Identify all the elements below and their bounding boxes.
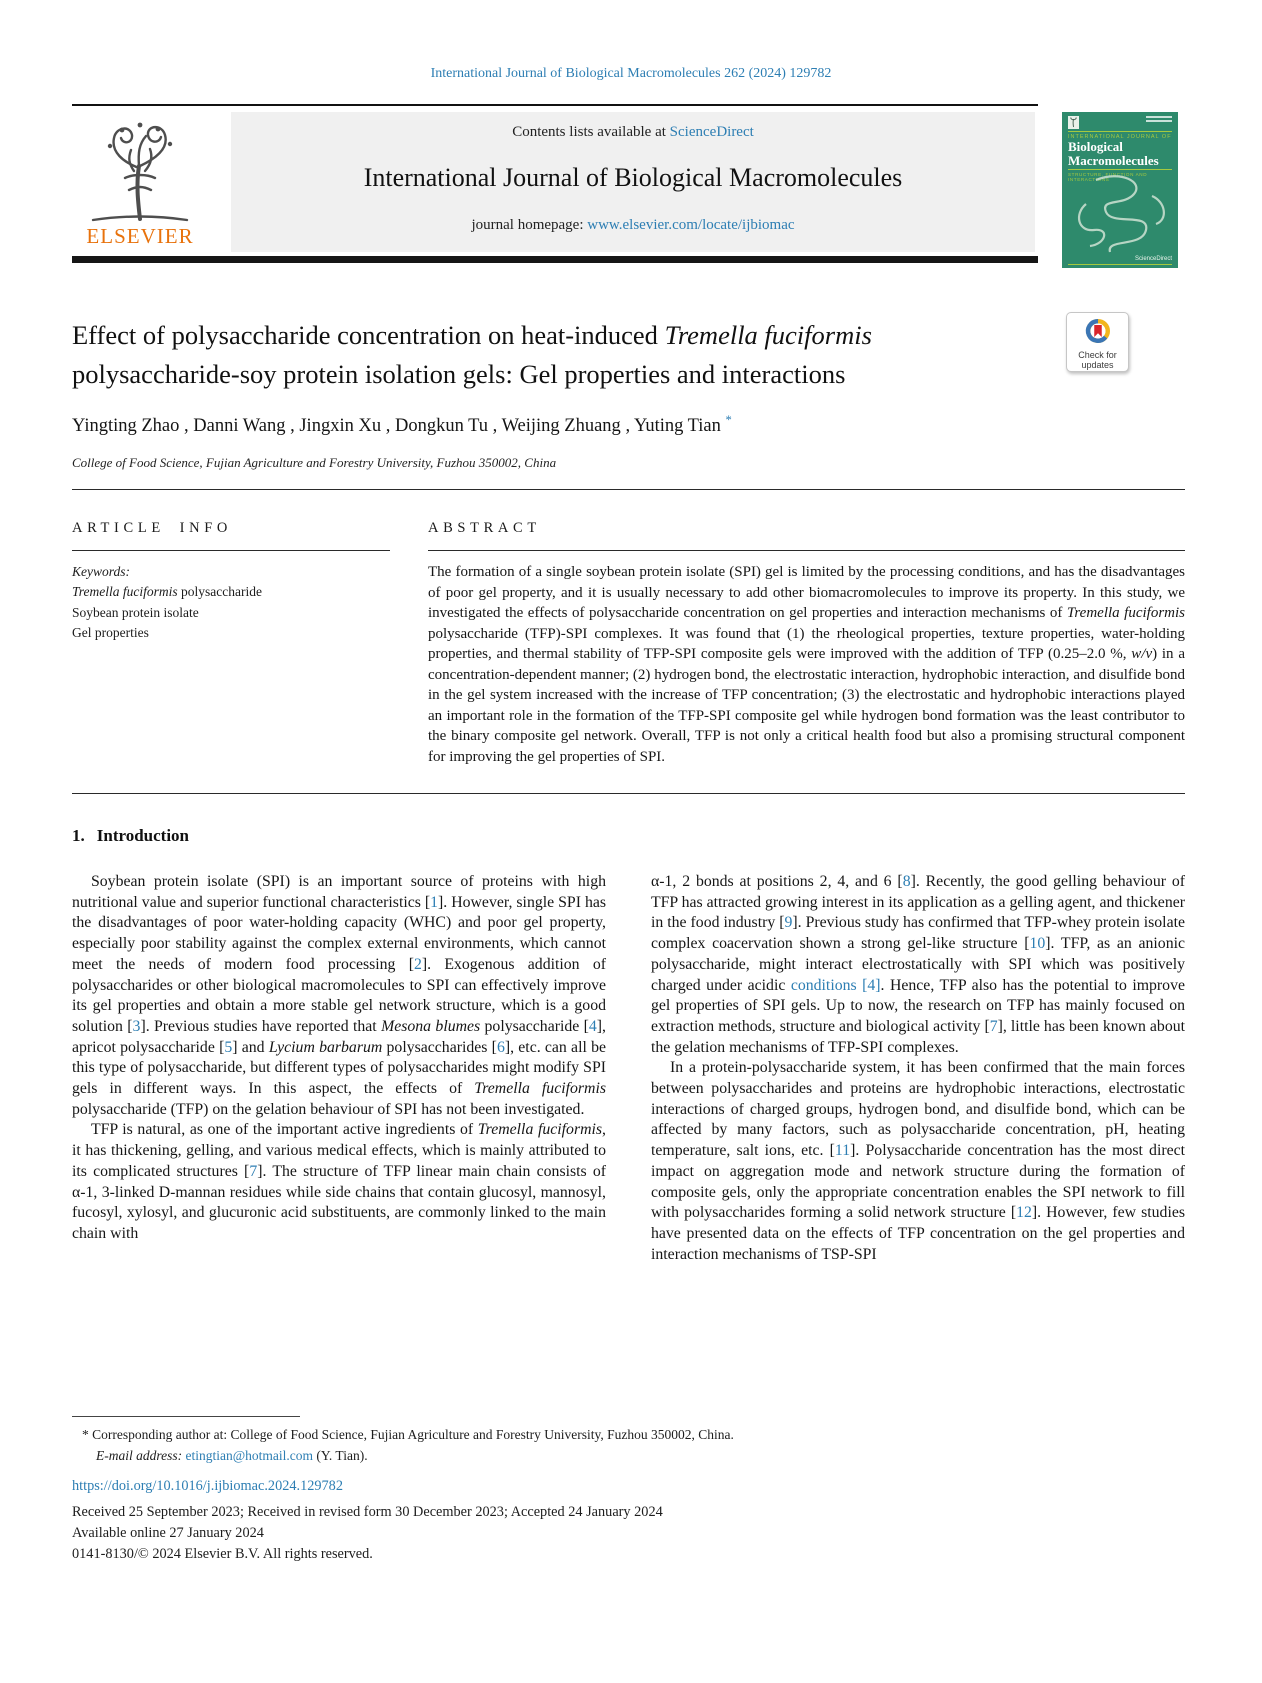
text-segment: Tremella fuciformis xyxy=(474,1080,606,1098)
paragraph xyxy=(72,1120,606,1244)
text-segment: Yuting Tian xyxy=(634,416,721,437)
author-list xyxy=(72,413,1072,437)
text-segment: Tremella fuciformis xyxy=(664,320,872,350)
inline-link[interactable]: 2 xyxy=(413,955,422,973)
text-segment: ] and xyxy=(232,1038,269,1056)
inline-link[interactable]: 11 xyxy=(834,1142,851,1160)
masthead-divider-bar xyxy=(72,256,1038,263)
keyword-item xyxy=(72,582,390,602)
text-segment: polysaccharide-soy protein isolation gels: Gel properties and interactions xyxy=(72,359,846,390)
inline-link[interactable]: 8 xyxy=(902,873,911,890)
text-segment: polysaccharide (TFP)-SPI complexes. It was found that (1) the rheological properties, texture properties, water-holding properties, and thermal stability of TFP-SPI composite gels were improved with the addition of TFP (0.25–2.0 %, xyxy=(428,625,1185,662)
keyword-item xyxy=(72,603,390,623)
text-segment: . Hence, TFP also has the potential to improve gel properties of SPI gels. Up to now, the research on TFP has mainly focused on extraction methods, structure and biological activity [ xyxy=(651,976,1185,1035)
inline-link[interactable]: 12 xyxy=(1016,1204,1032,1222)
section-number: 1. xyxy=(72,826,85,845)
text-segment: ]. Polysaccharide concentration has the most direct impact on aggregation mode and network structure during the formation of composite gels, only the appropriate concentration enables the SPI network to fill with polysaccharides forming a solid network structure [ xyxy=(651,1142,1186,1222)
text-segment: , xyxy=(285,416,300,437)
text-segment: Soybean protein isolate xyxy=(72,604,199,620)
elsevier-tree-icon xyxy=(81,116,199,226)
inline-link[interactable]: 4 xyxy=(588,1017,597,1035)
text-segment: In a protein-polysaccharide system, it has been confirmed that the main forces between polysaccharides and proteins are hydrophobic interactions, electrostatic interactions of charged groups, hydrogen bond, and disulfide bond, which can be affected by many factors, such as polysaccharide concentration, pH, heating temperature, salt ions, etc. [ xyxy=(651,1059,1185,1160)
cover-protein-squiggle xyxy=(1066,174,1174,256)
cover-footer-sciencedirect: ScienceDirect xyxy=(1134,256,1172,262)
text-segment: α-1, 2 bonds at positions 2, 4, and 6 [ xyxy=(651,873,903,890)
doi-link[interactable]: https://doi.org/10.1016/j.ijbiomac.2024.129782 xyxy=(72,1478,343,1494)
text-segment: Danni Wang xyxy=(193,416,286,437)
inline-link[interactable]: 9 xyxy=(784,914,793,932)
inline-link[interactable]: 7 xyxy=(989,1017,998,1035)
body-right-column xyxy=(651,872,1185,1265)
inline-link[interactable]: 10 xyxy=(1029,935,1046,953)
abstract-text xyxy=(428,562,1185,767)
text-segment: ]. Previous studies have reported that xyxy=(140,1017,382,1035)
text-segment: Soybean protein isolate (SPI) is an important source of proteins with high nutritional value and superior functional characteristics [ xyxy=(72,873,606,911)
corresponding-author-note xyxy=(72,1424,972,1445)
info-abstract-section xyxy=(72,520,1185,767)
masthead xyxy=(231,112,1035,252)
inline-link[interactable]: 7 xyxy=(249,1162,258,1180)
text-segment: Lycium barbarum xyxy=(268,1038,383,1056)
text-segment: polysaccharide [ xyxy=(480,1017,589,1035)
abstract-column xyxy=(428,520,1185,767)
article-info-column xyxy=(72,520,390,767)
text-segment: Jingxin Xu xyxy=(299,416,382,437)
cover-kicker: INTERNATIONAL JOURNAL OF xyxy=(1068,134,1172,140)
check-for-updates-line1: Check for xyxy=(1078,350,1117,360)
text-segment: ], little has been known about the gelation mechanisms of TFP-SPI complexes. xyxy=(651,1017,1186,1056)
text-segment: ]. However, few studies have presented data on the effects of TFP concentration on the gel properties and interaction mechanisms of TSP-SPI xyxy=(651,1204,1185,1263)
text-segment: ]. The structure of TFP linear main chain consists of α-1, 3-linked D-mannan residues while side chains that contain glucosyl, mannosyl, fucosyl, xylosyl, and glucuronic acid substituents, are commonly linked to the main chain with xyxy=(72,1162,606,1242)
text-segment: ) in a concentration-dependent manner; (2) hydrogen bond, the electrostatic interaction, hydrophobic interaction, and disulfide bond in the gel system increased with the increase of TFP concentration; (3) the electrostatic and hydrophobic interactions played an important role in the formation of the TFP-SPI composite gel while hydrogen bond formation was the least contributor to the binary composite gel network. Overall, TFP is not only a critical health food but also a promising structural component for improving the gel properties of SPI. xyxy=(428,646,1185,765)
rule-above-body xyxy=(72,793,1185,794)
text-segment: ]. Recently, the good gelling behaviour of TFP has attracted growing interest in its application as a gelling agent, and thickener in the food industry [ xyxy=(651,873,1185,932)
inline-link[interactable]: * xyxy=(725,413,732,427)
text-segment: (Y. Tian). xyxy=(313,1448,368,1463)
abstract-heading: ABSTRACT xyxy=(428,520,541,536)
article-info-rule xyxy=(72,550,390,551)
rule-under-authors xyxy=(72,489,1185,490)
text-segment: The formation of a single soybean protein isolate (SPI) gel is limited by the processing conditions, and has the disadvantages of poor gel property, and it is usually necessary to add other biomacromolecules to improve its property. In this study, we investigated the effects of polysaccharide concentration on gel properties and interaction mechanisms of xyxy=(428,564,1185,621)
elsevier-wordmark: ELSEVIER xyxy=(86,224,194,248)
text-segment: TFP is natural, as one of the important active ingredients of xyxy=(91,1121,478,1139)
text-segment: ]. However, single SPI has the disadvantages of poor water-holding capacity (WHC) and poor gel property, especially poor stability against the complex external environments, which cannot meet the needs of modern food processing [ xyxy=(72,893,606,973)
inline-link[interactable]: etingtian@hotmail.com xyxy=(185,1448,314,1463)
inline-link[interactable]: conditions [4] xyxy=(790,976,881,994)
text-segment: w/v xyxy=(1131,646,1153,662)
journal-homepage-link[interactable]: www.elsevier.com/locate/ijbiomac xyxy=(587,217,795,233)
text-segment: , xyxy=(179,416,194,437)
paragraph xyxy=(651,872,1185,1058)
journal-cover-inner xyxy=(1062,112,1178,268)
text-segment: , xyxy=(381,416,395,437)
text-segment: E-mail address: xyxy=(96,1448,186,1463)
cover-issn-text-placeholder xyxy=(1146,116,1172,124)
paragraph xyxy=(72,872,606,1120)
cover-rule-mid xyxy=(1068,169,1172,170)
header-top-rule xyxy=(72,104,1038,106)
footnote-block xyxy=(72,1424,972,1466)
text-segment: Gel properties xyxy=(72,624,149,640)
cover-title-line2: Macromolecules xyxy=(1068,152,1159,168)
text-segment: Tremella fuciformis xyxy=(1066,605,1185,621)
homepage-prefix: journal homepage: xyxy=(471,217,588,233)
text-segment: ]. Previous study has confirmed that TFP-whey protein isolate complex coacervation shown a strong gel-like structure [ xyxy=(651,914,1185,953)
cover-subtitle: STRUCTURE, FUNCTION AND INTERACTIONS xyxy=(1068,172,1148,183)
section-heading-introduction xyxy=(72,826,1185,846)
contents-line xyxy=(231,124,1035,141)
inline-link[interactable]: 5 xyxy=(224,1038,233,1056)
section-title: Introduction xyxy=(96,826,190,845)
crossmark-icon xyxy=(1083,316,1113,346)
running-head-citation: International Journal of Biological Macromolecules 262 (2024) 129782 xyxy=(430,66,832,81)
footnote-rule xyxy=(72,1416,300,1417)
article-info-heading: ARTICLE INFO xyxy=(72,520,233,536)
inline-link[interactable]: 6 xyxy=(496,1038,505,1056)
introduction-section xyxy=(72,826,1185,1265)
contents-prefix: Contents lists available at xyxy=(512,124,670,140)
body-left-column xyxy=(72,872,606,1265)
paragraph xyxy=(651,1058,1185,1265)
text-segment: polysaccharides [ xyxy=(382,1038,497,1056)
text-segment: Weijing Zhuang xyxy=(501,416,621,437)
body-two-columns xyxy=(72,872,1185,1265)
check-for-updates-label xyxy=(1067,351,1128,371)
keywords-label: Keywords: xyxy=(72,564,130,579)
elsevier-logo[interactable] xyxy=(74,116,206,250)
text-segment: Dongkun Tu xyxy=(394,416,489,437)
check-for-updates-badge[interactable] xyxy=(1066,312,1129,372)
text-segment: , xyxy=(488,416,502,437)
check-for-updates-line2: updates xyxy=(1081,359,1114,370)
cover-mini-elsevier-icon xyxy=(1068,116,1079,129)
text-segment: Tremella fuciformis xyxy=(477,1121,603,1139)
text-segment: ]. TFP, as an anionic polysaccharide, might interact electrostatically with SPI which was positively charged under acidic xyxy=(651,935,1185,994)
homepage-line xyxy=(231,217,1035,234)
text-segment: Yingting Zhao xyxy=(72,416,180,437)
cover-rule-top xyxy=(1068,131,1172,132)
received-dates: Received 25 September 2023; Received in revised form 30 December 2023; Accepted 24 January 2024 xyxy=(72,1504,663,1520)
journal-cover-thumbnail[interactable] xyxy=(1062,112,1178,268)
text-segment: , it has thickening, gelling, and various medical effects, which is mainly attributed to its complicated structures [ xyxy=(72,1121,606,1180)
cover-rule-bottom xyxy=(1068,264,1172,265)
text-segment: , xyxy=(620,416,635,437)
article-title xyxy=(72,316,977,394)
text-segment: Tremella fuciformis xyxy=(72,584,178,600)
abstract-rule xyxy=(428,550,1185,551)
text-segment: Effect of polysaccharide concentration on heat-induced xyxy=(72,320,665,350)
text-segment: * Corresponding author at: College of Food Science, Fujian Agriculture and Forestry University, Fuzhou 350002, China. xyxy=(82,1427,734,1442)
inline-link[interactable]: 1 xyxy=(430,893,439,911)
inline-link[interactable]: 3 xyxy=(132,1017,141,1035)
text-segment: ], etc. can all be this type of polysaccharide, but different types of polysaccharides might modify SPI gels in different ways. In this aspect, the effects of xyxy=(72,1038,607,1098)
sciencedirect-link[interactable]: ScienceDirect xyxy=(669,124,754,140)
text-segment: Mesona blumes xyxy=(381,1017,481,1035)
copyright-line: 0141-8130/© 2024 Elsevier B.V. All rights reserved. xyxy=(72,1546,373,1562)
cover-title-line1: Biological xyxy=(1068,139,1123,154)
cover-top-row xyxy=(1068,116,1172,129)
affiliation: College of Food Science, Fujian Agriculture and Forestry University, Fuzhou 350002, China xyxy=(72,455,557,470)
text-segment: polysaccharide xyxy=(177,584,262,600)
text-segment: ], apricot polysaccharide [ xyxy=(72,1017,607,1056)
text-segment: polysaccharide (TFP) on the gelation behaviour of SPI has not been investigated. xyxy=(72,1100,585,1118)
available-online: Available online 27 January 2024 xyxy=(72,1525,264,1541)
email-line xyxy=(72,1445,972,1466)
text-segment: ]. Exogenous addition of polysaccharides or other biological macromolecules to SPI can effectively improve its gel properties and obtain a more stable gel network structure, which is a good solution [ xyxy=(72,955,606,1035)
journal-title: International Journal of Biological Macromolecules xyxy=(363,163,903,192)
imprint-block xyxy=(72,1476,972,1565)
keyword-item xyxy=(72,623,390,643)
